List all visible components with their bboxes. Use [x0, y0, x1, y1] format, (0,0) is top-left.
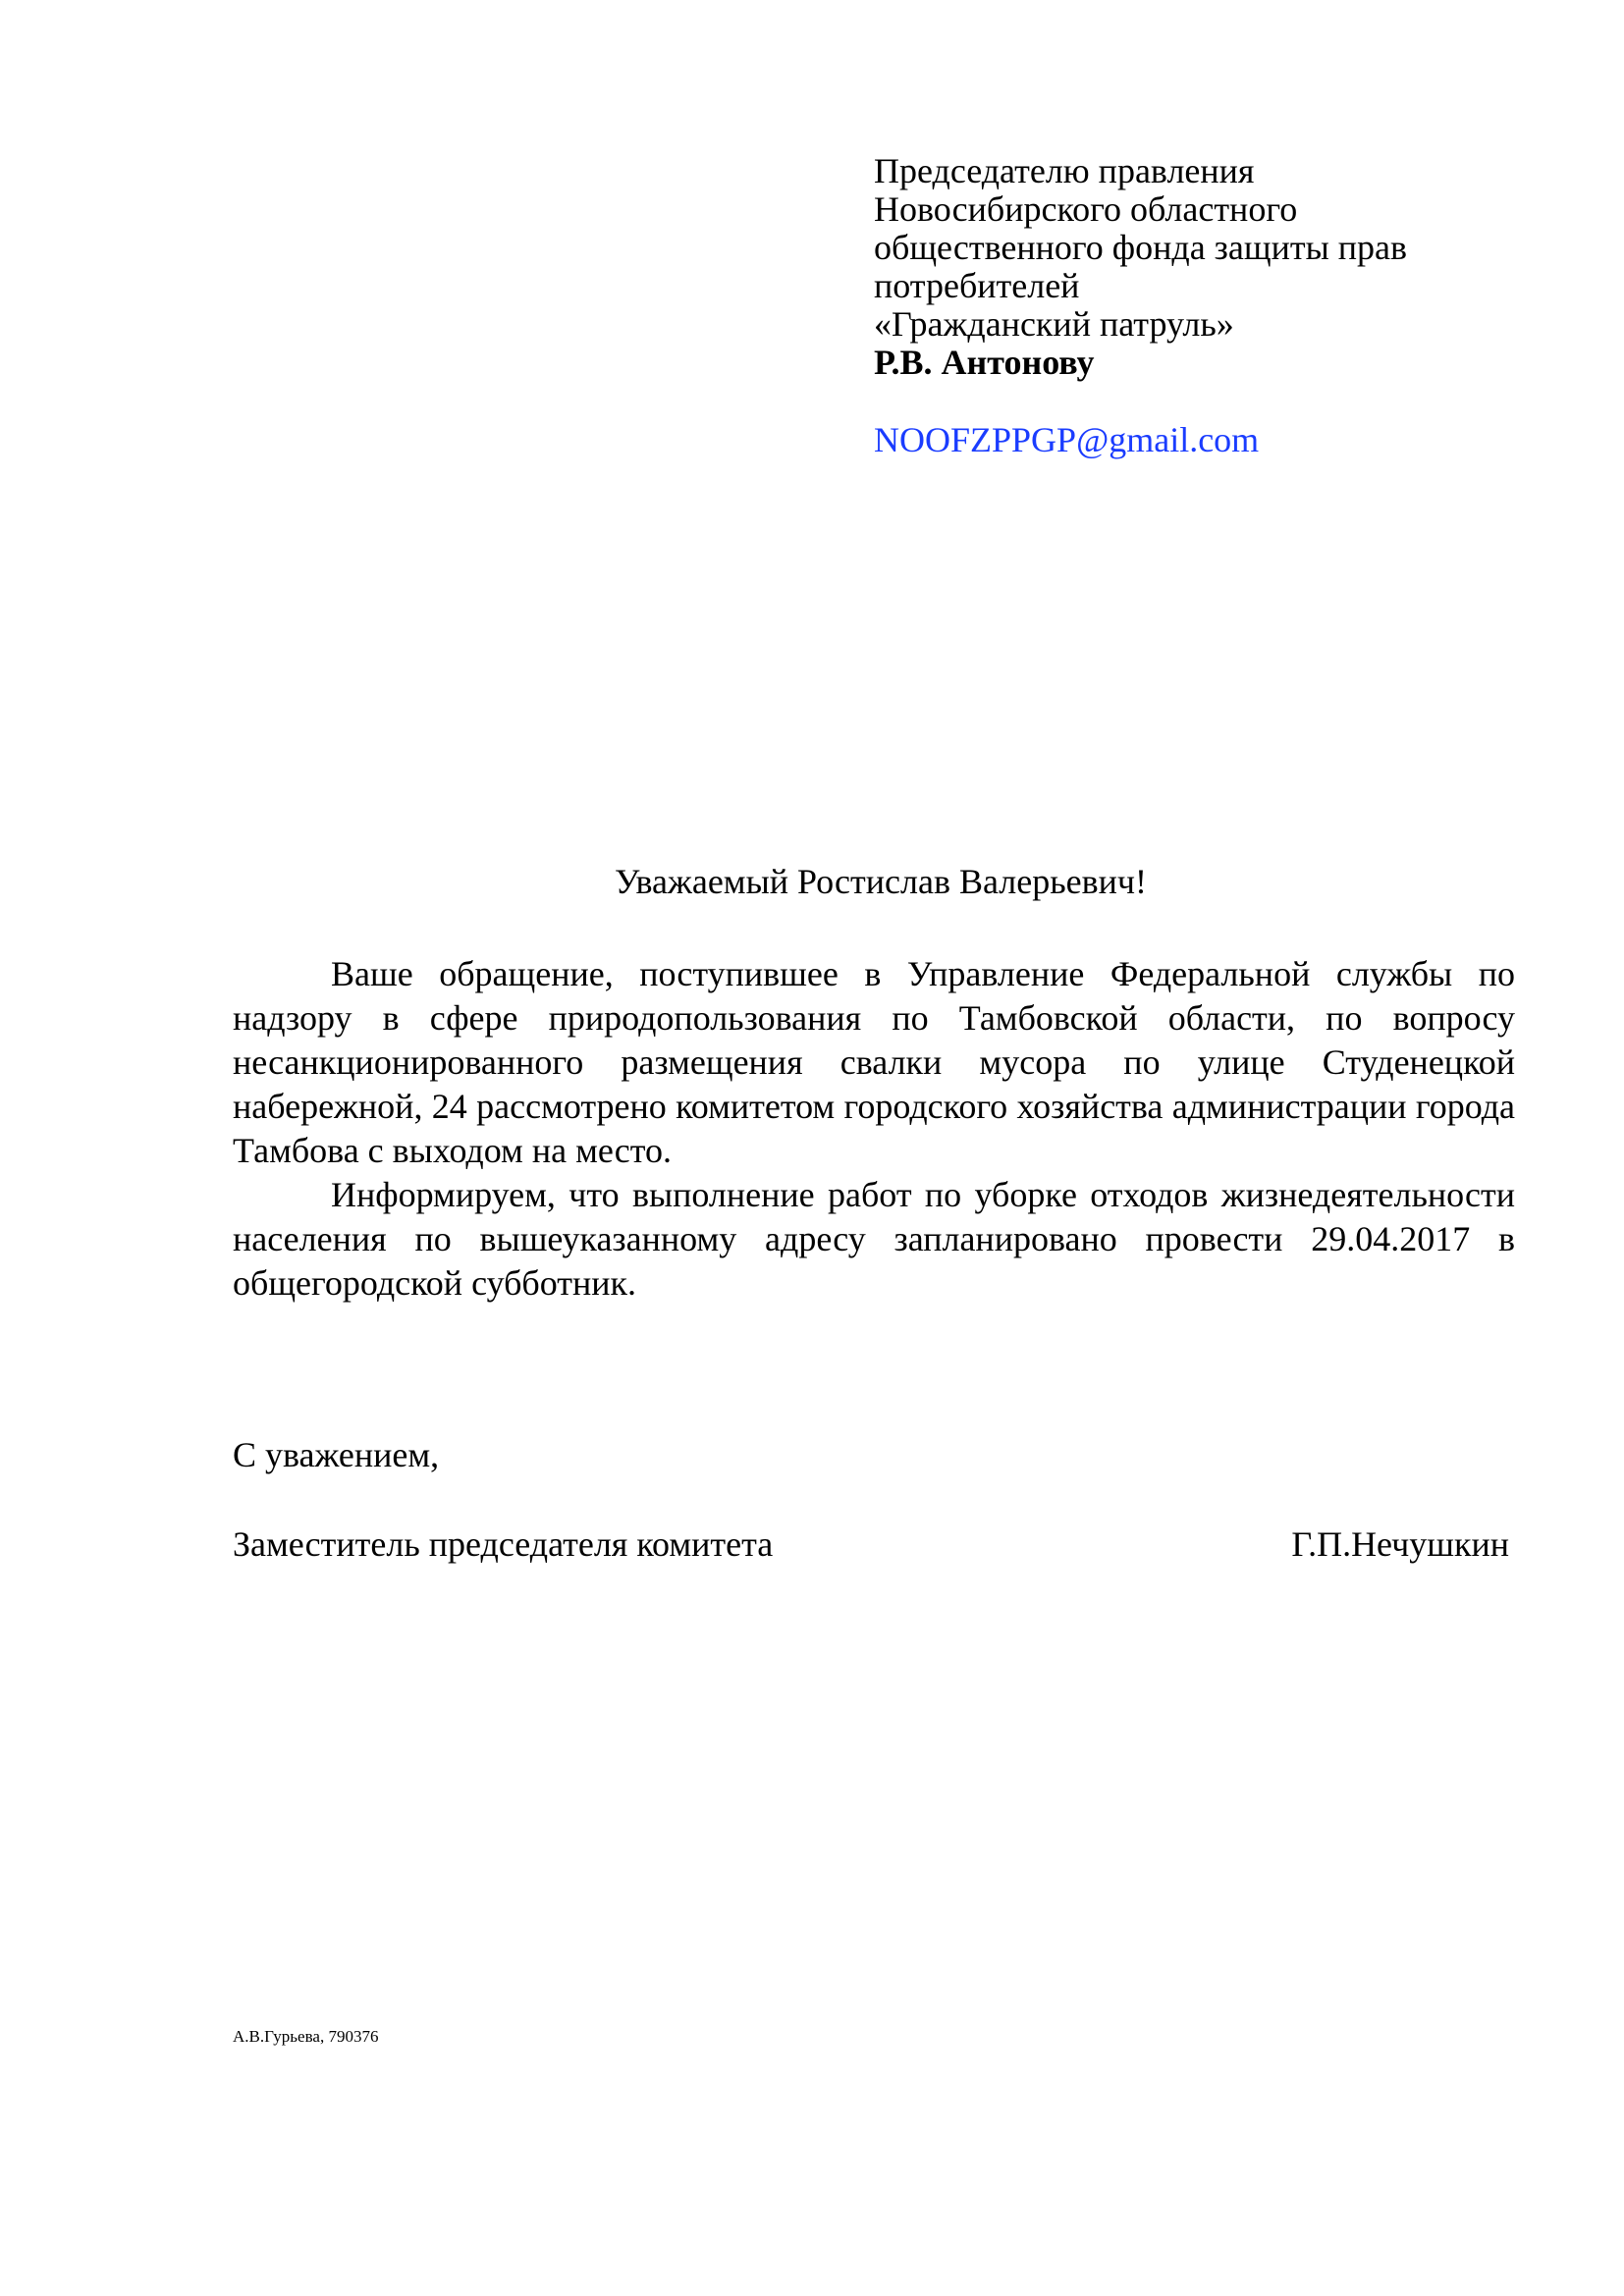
addressee-line: Новосибирского областного: [874, 189, 1298, 229]
greeting: Уважаемый Ростислав Валерьевич!: [615, 862, 1147, 901]
signer-name: Г.П.Нечушкин: [1291, 1524, 1509, 1564]
addressee-line: потребителей: [874, 266, 1080, 305]
addressee-line: «Гражданский патруль»: [874, 304, 1234, 344]
addressee-email-link[interactable]: NOOFZPPGP@gmail.com: [874, 420, 1260, 459]
addressee-name: Р.В. Антонову: [874, 343, 1095, 382]
addressee-line: общественного фонда защиты прав: [874, 228, 1408, 267]
signer-position: Заместитель председателя комитета: [233, 1524, 774, 1564]
executor-note: А.В.Гурьева, 790376: [233, 2027, 379, 2046]
closing: С уважением,: [233, 1435, 440, 1474]
letter-body: [233, 952, 1515, 1306]
body-paragraph: Информируем, что выполнение работ по уборке отходов жизнедеятельности населения по вышеуказанному адресу запланировано провести 29.04.2017 в общегородской субботник.: [233, 1175, 1515, 1303]
body-paragraph: Ваше обращение, поступившее в Управление Федеральной службы по надзору в сфере природопользования по Тамбовской области, по вопросу несанкционированного размещения свалки мусора по улице Студенецкой набережной, 24 рассмотрено комитетом городского хозяйства администрации города Тамбова с выходом на место.: [233, 954, 1515, 1170]
addressee-line: Председателю правления: [874, 151, 1255, 190]
addressee-block: [874, 152, 1561, 459]
